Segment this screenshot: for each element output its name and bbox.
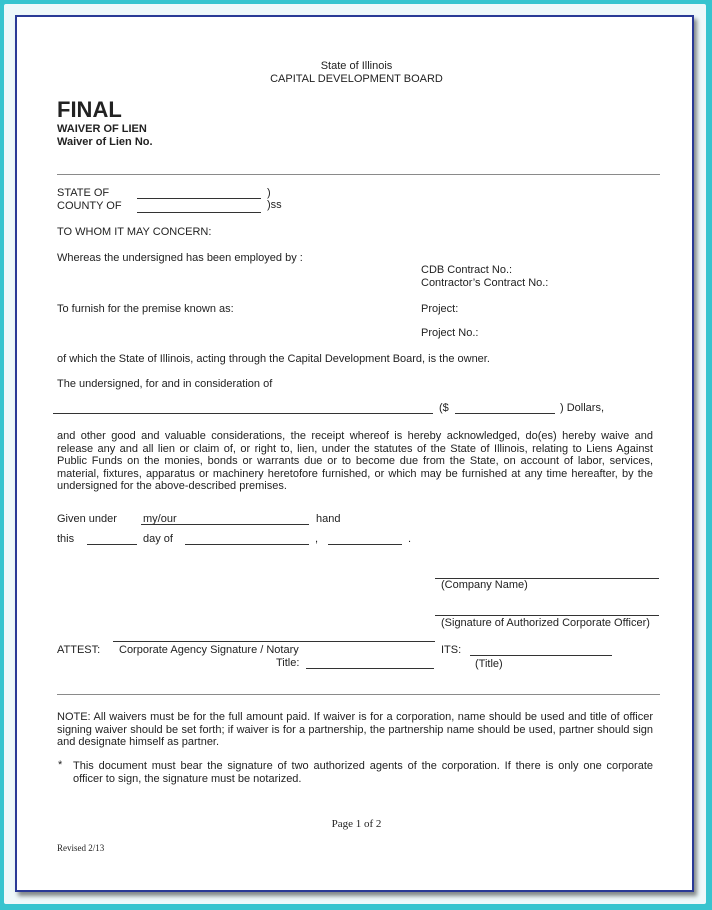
footnote-asterisk: * (58, 759, 63, 771)
day-of-label: day of (143, 533, 173, 545)
given-under-label: Given under (57, 513, 117, 525)
dollar-open: ($ (439, 402, 449, 414)
header-state: State of Illinois (320, 60, 393, 72)
amount-figure-line[interactable] (455, 413, 555, 414)
county-of-label: COUNTY OF (57, 200, 122, 212)
its-line[interactable] (470, 655, 612, 656)
title-waiver: WAIVER OF LIEN (57, 123, 147, 135)
amount-words-line[interactable] (53, 413, 433, 414)
my-our-text: my/our (143, 513, 177, 525)
consideration-text: The undersigned, for and in consideration of (57, 378, 273, 390)
date-comma: , (315, 533, 319, 545)
company-name-label: (Company Name) (441, 579, 528, 591)
officer-signature-line[interactable] (435, 615, 659, 616)
notes-divider (57, 694, 660, 695)
its-title-label: (Title) (475, 658, 503, 670)
title-final: FINAL (57, 97, 122, 122)
footnote-paragraph: This document must bear the signature of two authorized agents of the corporation. If there is only one corporate officer to sign, the signature must be notarized. (73, 760, 653, 785)
day-line[interactable] (87, 544, 137, 545)
venue-paren: ) (267, 187, 271, 199)
owner-text: of which the State of Illinois, acting through the Capital Development Board, is the owner. (57, 353, 490, 365)
dollars-label: ) Dollars, (560, 402, 605, 414)
cdb-contract-label: CDB Contract No.: (421, 264, 513, 276)
title-number: Waiver of Lien No. (57, 136, 153, 148)
revised-date: Revised 2/13 (57, 843, 105, 853)
attest-title-line[interactable] (306, 668, 434, 669)
state-of-line[interactable] (137, 198, 261, 199)
year-line[interactable] (328, 544, 402, 545)
its-label: ITS: (441, 644, 462, 656)
agency-signature-label: Corporate Agency Signature / Notary (119, 644, 299, 656)
note-paragraph: NOTE: All waivers must be for the full amount paid. If waiver is for a corporation, name should be used and title of officer signing waiver should be set forth; if waiver is for a partnership, the partnership name should be used, partner should sign and designate himself as partner. (57, 711, 653, 749)
hand-label: hand (316, 513, 341, 525)
header-divider (57, 174, 660, 175)
venue-ss: )ss (267, 199, 282, 211)
contractor-contract-label: Contractor’s Contract No.: (421, 277, 549, 289)
attest-signature-line[interactable] (113, 641, 435, 642)
attest-label: ATTEST: (57, 644, 101, 656)
document-page (15, 15, 694, 892)
whereas-text: Whereas the undersigned has been employed by : (57, 252, 303, 264)
waiver-paragraph: and other good and valuable considerations, the receipt whereof is hereby acknowledged, do(es) hereby waive and release any and all lien or claim of, or right to, lien, under the statutes of the State of Illinois, relating to Liens Against Public Funds on the monies, bonds or warrants due or to become due from the State, on account of labor, services, material, fixtures, apparatus or machinery heretofore furnished, or which may be furnished at any time hereafter, by the undersigned for the above-described premises. (57, 430, 653, 493)
header-board: CAPITAL DEVELOPMENT BOARD (270, 73, 443, 85)
page-number: Page 1 of 2 (331, 818, 382, 830)
date-period: . (408, 533, 412, 545)
project-no-label: Project No.: (421, 327, 479, 339)
attest-title-label: Title: (276, 657, 300, 669)
furnish-text: To furnish for the premise known as: (57, 303, 234, 315)
county-of-line[interactable] (137, 212, 261, 213)
to-whom-text: TO WHOM IT MAY CONCERN: (57, 226, 212, 238)
state-of-label: STATE OF (57, 187, 110, 199)
this-label: this (57, 533, 75, 545)
authorized-officer-label: (Signature of Authorized Corporate Officer) (441, 617, 650, 629)
project-label: Project: (421, 303, 459, 315)
given-under-line[interactable] (141, 524, 309, 525)
month-line[interactable] (185, 544, 309, 545)
